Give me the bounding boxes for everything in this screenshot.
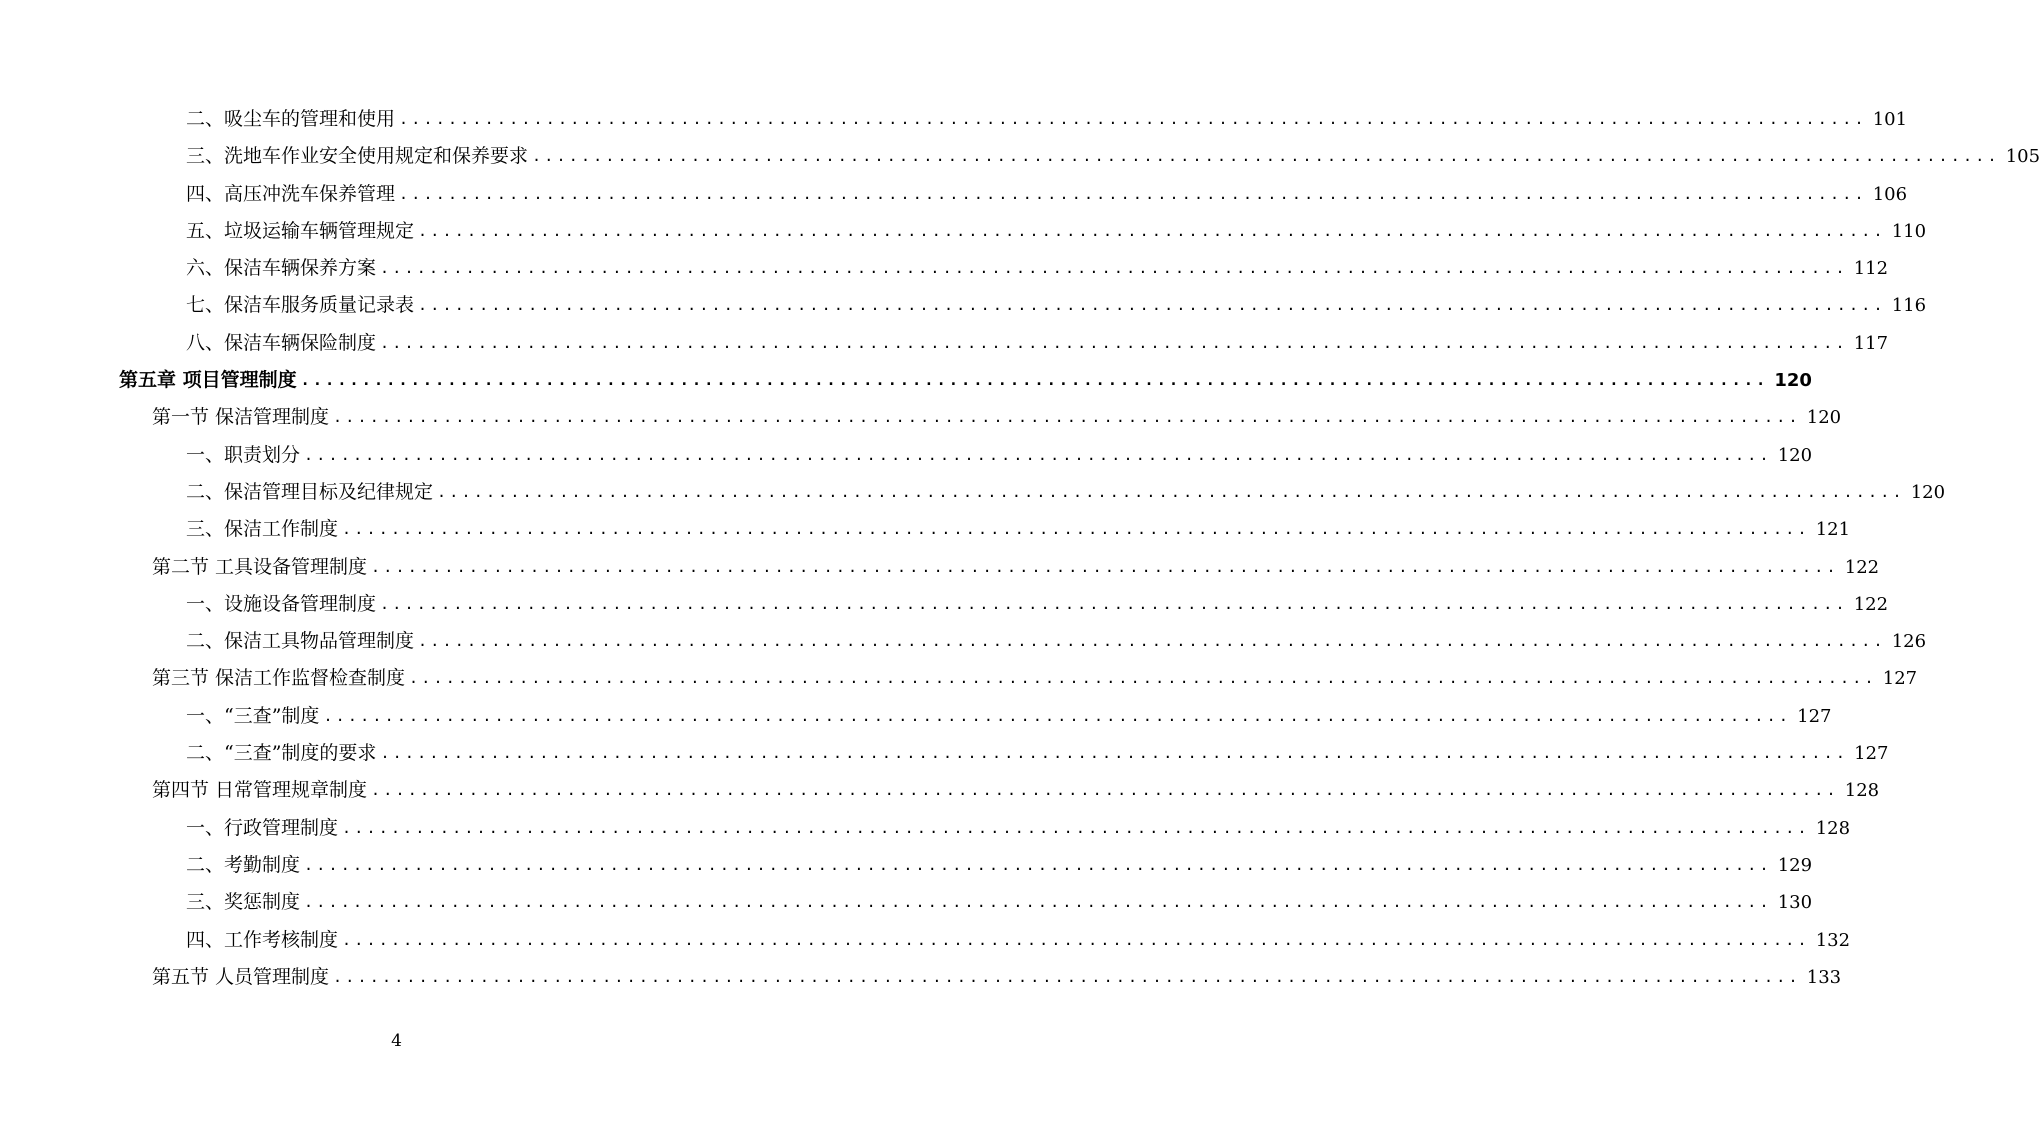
toc-entry-item[interactable]: [186, 511, 1851, 548]
toc-entry-title: 二、考勤制度: [186, 853, 301, 876]
toc-entry-page-number: 120: [1774, 370, 1812, 392]
dot-leader: ........................................................................................................................: [304, 445, 1772, 464]
toc-entry-title: 七、保洁车服务质量记录表: [186, 294, 415, 317]
dot-leader: ........................................................................................................................: [380, 594, 1848, 613]
toc-entry-item[interactable]: [186, 623, 1927, 660]
toc-entry-title: 一、“三查”制度: [186, 704, 320, 727]
toc-entry-title: 二、“三查”制度的要求: [186, 742, 377, 765]
dot-leader: ........................................................................................................................: [371, 557, 1839, 576]
toc-entry-title: 第一节 保洁管理制度: [152, 406, 330, 429]
toc-entry-item[interactable]: [186, 176, 1908, 213]
toc-entry-title: 二、吸尘车的管理和使用: [186, 108, 396, 130]
toc-entry-page-number: 120: [1806, 407, 1842, 429]
toc-entry-page-number: 122: [1844, 556, 1880, 578]
toc-entry-title: 八、保洁车辆保险制度: [186, 331, 377, 354]
toc-entry-page-number: 110: [1891, 220, 1927, 242]
toc-entry-item[interactable]: [186, 884, 1813, 921]
toc-entry-page-number: 130: [1777, 892, 1813, 914]
dot-leader: ........................................................................................................................: [304, 893, 1772, 912]
dot-leader: ........................................................................................................................: [323, 706, 1792, 725]
toc-entry-title: 第四节 日常管理规章制度: [152, 779, 368, 802]
dot-leader: ........................................................................................................................: [300, 371, 1769, 390]
toc-entry-section[interactable]: [152, 660, 1918, 697]
toc-entry-page-number: 112: [1853, 258, 1889, 280]
toc-entry-item[interactable]: [186, 735, 1889, 772]
dot-leader: ........................................................................................................................: [399, 184, 1867, 203]
toc-entry-page-number: 127: [1797, 705, 1832, 727]
toc-entry-page-number: 121: [1815, 519, 1851, 541]
dot-leader: ........................................................................................................................: [409, 669, 1877, 688]
toc-entry-item[interactable]: [186, 437, 1813, 474]
toc-entry-item[interactable]: [186, 325, 1889, 362]
toc-entry-page-number: 106: [1872, 183, 1908, 205]
dot-leader: ........................................................................................................................: [342, 520, 1810, 539]
toc-entry-item[interactable]: [186, 101, 1908, 138]
dot-leader: ........................................................................................................................: [333, 408, 1801, 427]
dot-leader: ........................................................................................................................: [333, 967, 1801, 986]
dot-leader: ........................................................................................................................: [380, 333, 1848, 352]
toc-entry-item[interactable]: [186, 922, 1851, 959]
toc-entry-title: 一、设施设备管理制度: [186, 592, 377, 615]
toc-entry-page-number: 133: [1806, 966, 1842, 988]
dot-leader: ........................................................................................................................: [399, 110, 1867, 128]
toc-entry-item[interactable]: [186, 250, 1889, 287]
dot-leader: ........................................................................................................................: [304, 855, 1772, 874]
toc-entry-item[interactable]: [186, 138, 2040, 175]
dot-leader: ........................................................................................................................: [418, 296, 1886, 315]
toc-entry-page-number: 122: [1853, 593, 1889, 615]
page-number: 4: [391, 1031, 402, 1051]
toc-entry-title: 三、奖惩制度: [186, 891, 301, 914]
dot-leader: ........................................................................................................................: [418, 632, 1886, 651]
toc-entry-section[interactable]: [152, 772, 1880, 809]
toc-entry-title: 第二节 工具设备管理制度: [152, 555, 368, 578]
toc-entry-title: 第五章 项目管理制度: [119, 369, 297, 392]
dot-leader: ........................................................................................................................: [380, 259, 1848, 278]
toc-entry-title: 一、职责划分: [186, 443, 301, 466]
toc-entry-page-number: 120: [1910, 481, 1946, 503]
toc-entry-item[interactable]: [186, 287, 1927, 324]
toc-entry-item[interactable]: [186, 586, 1889, 623]
toc-entry-page-number: 127: [1882, 668, 1918, 690]
toc-entry-page-number: 132: [1815, 929, 1851, 951]
toc-entry-title: 二、保洁管理目标及纪律规定: [186, 480, 434, 503]
dot-leader: ........................................................................................................................: [532, 147, 2000, 166]
toc-entry-item[interactable]: [186, 847, 1813, 884]
dot-leader: ........................................................................................................................: [342, 930, 1810, 949]
toc-entry-title: 第五节 人员管理制度: [152, 965, 330, 988]
toc-entry-item[interactable]: [186, 698, 1832, 735]
toc-entry-page-number: 127: [1854, 743, 1889, 765]
toc-entry-page-number: 128: [1815, 817, 1851, 839]
dot-leader: ........................................................................................................................: [418, 221, 1886, 240]
dot-leader: ........................................................................................................................: [342, 818, 1810, 837]
toc-entry-page-number: 129: [1777, 854, 1813, 876]
toc-entry-item[interactable]: [186, 213, 1927, 250]
toc-entry-page-number: 126: [1891, 631, 1927, 653]
toc-entry-page-number: 116: [1891, 295, 1927, 317]
table-of-contents: [0, 101, 2040, 996]
toc-entry-page-number: 101: [1872, 109, 1908, 130]
toc-entry-section[interactable]: [152, 399, 1842, 436]
toc-entry-title: 五、垃圾运输车辆管理规定: [186, 219, 415, 242]
toc-entry-title: 二、保洁工具物品管理制度: [186, 630, 415, 653]
toc-entry-section[interactable]: [152, 549, 1880, 586]
toc-entry-chapter[interactable]: [119, 362, 1812, 399]
toc-entry-page-number: 105: [2005, 146, 2040, 168]
dot-leader: ........................................................................................................................: [380, 744, 1849, 763]
dot-leader: ........................................................................................................................: [437, 482, 1905, 501]
toc-entry-item[interactable]: [186, 810, 1851, 847]
toc-entry-page-number: 120: [1777, 444, 1813, 466]
toc-entry-title: 四、工作考核制度: [186, 928, 339, 951]
toc-entry-title: 六、保洁车辆保养方案: [186, 257, 377, 280]
toc-entry-title: 四、高压冲洗车保养管理: [186, 182, 396, 205]
toc-entry-title: 三、保洁工作制度: [186, 518, 339, 541]
toc-entry-section[interactable]: [152, 959, 1842, 996]
toc-entry-title: 第三节 保洁工作监督检查制度: [152, 667, 406, 690]
toc-entry-title: 三、洗地车作业安全使用规定和保养要求: [186, 145, 529, 168]
toc-entry-page-number: 117: [1853, 332, 1889, 354]
dot-leader: ........................................................................................................................: [371, 781, 1839, 800]
toc-entry-item[interactable]: [186, 474, 1946, 511]
toc-entry-page-number: 128: [1844, 780, 1880, 802]
toc-entry-title: 一、行政管理制度: [186, 816, 339, 839]
